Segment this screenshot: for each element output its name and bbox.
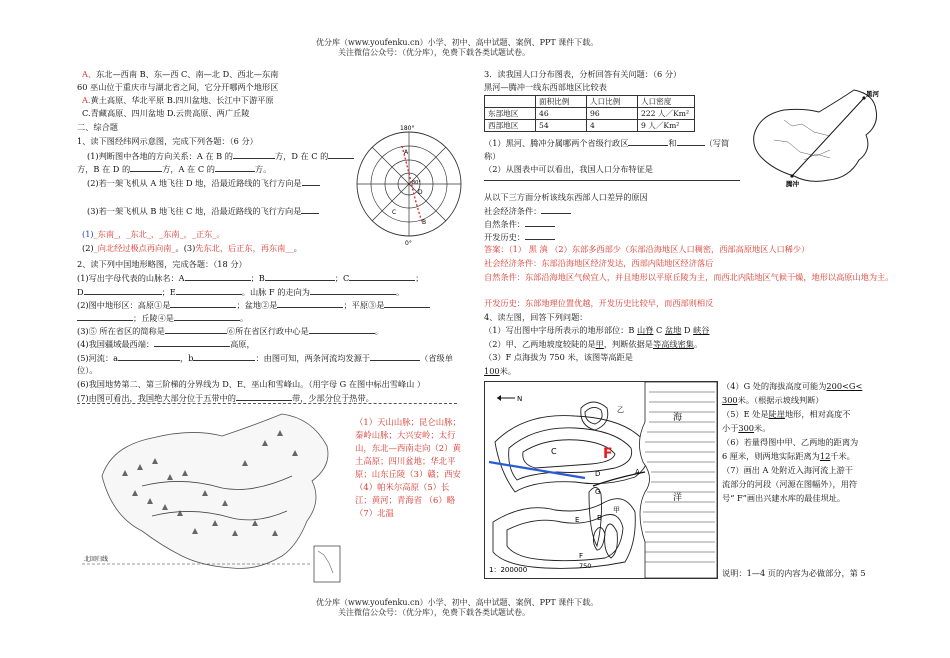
map-label-north: N <box>517 395 523 403</box>
map-label-yi: 乙 <box>617 406 624 414</box>
q60-stem: 60 巫山位于重庆市与湖北省之间，它分开哪两个地形区 <box>77 82 279 92</box>
q3-answer-natural: 自然条件：东部沿海地区气候宜人，并且地形以平原丘陵为主，而西北内陆地区气候干燥，地形以高原山地为主。 <box>484 272 894 282</box>
footer-line-2: 关注微信公众号：（优分库），免费下载各类试题试卷。 <box>338 608 530 617</box>
q2-part2-line2: ；丘陵④是 。 <box>77 312 248 323</box>
q2-stem: 2、读下列中国地形略图，完成各题：（18 分） <box>77 259 247 269</box>
map-label-sea: 海 <box>673 413 683 423</box>
q2-part6: (6)我国地势第二、第三阶梯的分界线为 D、E、巫山和雪峰山。（用字母 G 在图中标出雪峰山 ） <box>77 379 426 389</box>
q3-answer-social: 社会经济条件：东部沿海地区经济发达，西部内陆地区经济落后 <box>484 258 714 268</box>
q60-ab-text: 黄土高原、华北平原 B.四川盆地、长江中下游平原 <box>90 95 274 105</box>
q4-part5-line1: （5）E 处是陡崖地形，相对高度不 <box>722 409 851 419</box>
q3-answer-line1: 答案：（1） 黑 滇 （2）东部多西部少（东部沿海地区人口稠密，西部高原地区人口稀少） <box>484 244 810 254</box>
q2-part4: (4)我国疆域最西端： 高原， <box>77 339 255 349</box>
tropic-label: 北回归线 <box>84 556 109 563</box>
q4-stem: 4、读左图，回答下列问题： <box>484 312 588 322</box>
q3-history: 开发历史： <box>484 231 555 242</box>
q4-part4-line2: 300米。（根据示坡线判断） <box>722 395 824 405</box>
q2-part7: (7)由图可看出，我国绝大部分位于五带中的 带，少部分位于热带。 <box>77 393 374 403</box>
table-row: 东部地区 46 96 222 人／Km² <box>485 108 695 120</box>
q2-part3: (3)⑤ 所在省区的简称是 ⑥所在省区行政中心是 。 <box>77 326 383 336</box>
polar-grid-figure <box>352 124 466 246</box>
q1-part1-line2: 方，B 在 D 的 方，A 在 C 的 方。 <box>77 164 272 174</box>
globe-label-c: C <box>392 209 397 216</box>
table-row: 西部地区 54 4 9 人／Km² <box>485 120 695 132</box>
q3-natural: 自然条件： <box>484 218 555 229</box>
q1-answer-2-3: (2)_向北经过极点再向南_。(3)先东北，后正东，再东南__。 <box>82 243 302 253</box>
map-label-tengchong: 腾冲 <box>786 180 799 188</box>
q1-part2: (2)若一架飞机从 A 地飞往 D 地，沿最近路线的飞行方向是 <box>87 177 320 188</box>
divider <box>77 403 457 404</box>
globe-label-b: B <box>422 219 427 226</box>
q60-options-cd: C.青藏高原、四川盆地 D.云贵高原、两广丘陵 <box>82 108 250 118</box>
map-label-d: D <box>595 470 601 478</box>
q59-answer: A、 <box>82 69 97 79</box>
map-label-a: A <box>635 468 640 476</box>
q3-part3-stem: 从以下三方面分析该线东西部人口差异的原因 <box>484 192 648 202</box>
q2-part1-line1: (1)写出字母代表的山脉名：A ；B ；C ； <box>77 273 424 283</box>
footer-line-1: 优分库（www.youfenku.cn）小学、初中、高中试题、案例、PPT 课件下载。 <box>316 598 599 607</box>
q3-stem: 3．读我国人口分布图表，分析回答有关问题：（6 分） <box>484 69 682 79</box>
map-label-f-elev: 750 <box>579 562 592 570</box>
header-line-1: 优分库（www.youfenku.cn）小学、初中、高中试题、案例、PPT 课件下载。 <box>316 38 599 47</box>
globe-label-d: D <box>418 189 423 196</box>
globe-label-bottom: 0° <box>405 240 412 246</box>
map-label-b: B <box>597 514 602 522</box>
table-title: 黑河—腾冲一线东西部地区比较表 <box>484 82 607 92</box>
q2-part1-line2: D ；E 。山脉 F 的走向为 。 <box>77 287 405 297</box>
q4-part1: （1）写出图中字母所表示的地形部位：B 山脊 C 盆地 D 峡谷 <box>484 325 710 335</box>
section-title: 二、综合题 <box>77 122 118 132</box>
q60-answer: A. <box>82 95 91 105</box>
q4-part7-line1: （7）画出 A 处附近入海河流上游干 <box>722 465 853 475</box>
q60-options-ab <box>82 95 274 105</box>
q2-part5-line1: (5)河流：a ，b ：由图可知，两条河流均发源于 （省级单 <box>77 353 453 363</box>
q3-answer-history: 开发历史：东部地理位置优越，开发历史比较早，而西部则相反 <box>484 298 714 308</box>
q4-part6-line2: 6 厘米，则两地实际距离为12千米。 <box>722 451 855 461</box>
q3-part2-blank <box>484 180 740 181</box>
q2-side-answer: （1）天山山脉；昆仑山脉；秦岭山脉；大兴安岭；太行山，东北—西南走向（2）黄土高原；四川盆地；华北平原；山东丘陵（3）赣；西安 （4）帕米尔高原（5）长江；黄河；青海省 （6）略 （7）北温 <box>355 417 461 519</box>
q1-part1-line1: (1)判断图中各地的方向关系：A 在 B 的 方，D 在 C 的 <box>87 150 354 161</box>
map-label-heihe: 黑河 <box>866 90 879 98</box>
q4-part6-line1: （6）若量得图中甲、乙两地的距离为 <box>722 437 859 447</box>
q4-part5-line2: 小于300米。 <box>722 423 771 433</box>
china-terrain-map <box>82 406 352 584</box>
q59-options <box>82 69 278 79</box>
header-line-2: 关注微信公众号：（优分库），免费下载各类试题试卷。 <box>338 48 530 57</box>
q4-part7-line2: 流部分的河段（河源在图幅外），用符 <box>722 479 858 489</box>
q3-part2: （2）从图表中可以看出，我国人口分布特征是 <box>484 164 653 174</box>
dam-symbol: F <box>603 446 613 462</box>
map-label-g: G <box>595 488 601 496</box>
map-scale: 1：200000 <box>489 566 528 574</box>
q1-answer-1: (1)_东南_，_东北_，_东南_，_正东_。 <box>82 229 225 239</box>
q2-part2-line1: (2)图中地形区：高原①是 ；盆地②是 ；平原③是 <box>77 299 430 310</box>
q4-part2: （2）甲、乙两地坡度较陡的是甲，判断依据是等高线密集。 <box>484 339 703 349</box>
map-label-jia: 甲 <box>613 506 620 514</box>
q1-part3: (3)若一架飞机从 B 地飞往 C 地，沿最近路线的飞行方向是 <box>87 205 319 216</box>
heihe-tengchong-map <box>744 80 884 190</box>
map-label-e: E <box>575 516 580 524</box>
table-header-row: 面积比例 人口比例 人口密度 <box>485 96 695 108</box>
q2-part5-line2: 位）。 <box>77 365 98 375</box>
map-label-f: F <box>579 552 584 560</box>
q3-part1-line1: （1）黑河、腾冲分属哪两个省级行政区 和 （写简 <box>484 138 730 148</box>
contour-map <box>484 381 718 579</box>
q3-social: 社会经济条件： <box>484 205 571 216</box>
q59-text: 东北—西南 B、东—西 C、南—北 D、西北—东南 <box>96 69 279 79</box>
globe-label-a: A <box>404 149 409 156</box>
globe-label-top: 180° <box>400 125 415 132</box>
map-label-ocean: 洋 <box>673 493 683 503</box>
q4-part4-line1: （4）G 处的海拔高度可能为200<G< <box>722 381 863 391</box>
q4-part7-line3: 号“ F”画出兴建水库的最佳坝址。 <box>722 493 846 503</box>
page-note: 说明：1—4 页的内容为必做部分，第 5 <box>722 568 866 578</box>
globe-label-lat: 80° <box>412 180 421 186</box>
q3-part1-line2: 称） <box>484 151 501 161</box>
q4-part3-line2: 100米。 <box>484 366 517 376</box>
population-table <box>484 95 695 132</box>
q1-stem: 1、读下图经纬网示意图，完成下列各题：（6 分） <box>77 136 258 146</box>
map-label-c: C <box>551 447 557 456</box>
q4-part3-line1: （3）F 点海拔为 750 米，该图等高距是 <box>484 352 633 362</box>
